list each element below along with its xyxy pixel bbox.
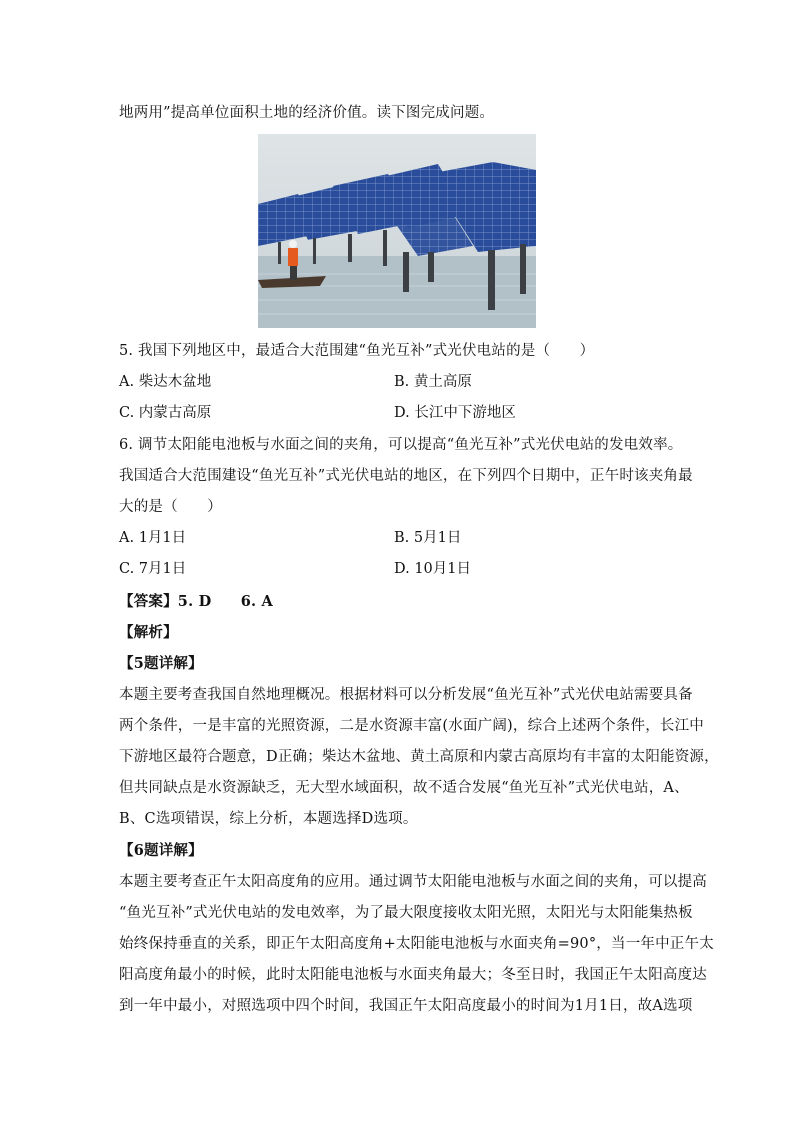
question-6-stem-line-2: 我国适合大范围建设“鱼光互补”式光伏电站的地区，在下列四个日期中，正午时该夹角最 bbox=[119, 468, 693, 484]
detail-5-line-1: 本题主要考查我国自然地理概况。根据材料可以分析发展“鱼光互补”式光伏电站需要具备 bbox=[119, 687, 693, 703]
detail-6-heading: 【6题详解】 bbox=[119, 842, 203, 859]
q6-option-b: B. 5月1日 bbox=[394, 530, 462, 546]
q5-option-a: A. 柴达木盆地 bbox=[119, 374, 212, 390]
solar-farm-photo bbox=[258, 134, 536, 328]
detail-5-heading: 【5题详解】 bbox=[119, 655, 203, 672]
q6-option-d: D. 10月1日 bbox=[394, 561, 472, 577]
detail-6-line-1: 本题主要考查正午太阳高度角的应用。通过调节太阳能电池板与水面之间的夹角，可以提高 bbox=[119, 874, 707, 890]
question-5-stem: 5. 我国下列地区中，最适合大范围建“鱼光互补”式光伏电站的是（ ） bbox=[119, 343, 595, 359]
answer-line: 【答案】5. D 6. A bbox=[119, 593, 273, 610]
question-6-stem-line-3: 大的是（ ） bbox=[119, 499, 222, 515]
detail-6-line-2: “鱼光互补”式光伏电站的发电效率，为了最大限度接收太阳光照，太阳光与太阳能集热板 bbox=[119, 905, 693, 921]
q5-option-c: C. 内蒙古高原 bbox=[119, 405, 212, 421]
detail-5-line-4: 但共同缺点是水资源缺乏，无大型水域面积，故不适合发展“鱼光互补”式光伏电站，A、 bbox=[119, 780, 689, 796]
q5-option-b: B. 黄土高原 bbox=[394, 374, 472, 390]
q6-option-c: C. 7月1日 bbox=[119, 561, 187, 577]
analysis-heading: 【解析】 bbox=[119, 624, 178, 641]
detail-6-line-5: 到一年中最小，对照选项中四个时间，我国正午太阳高度最小的时间为1月1日，故A选项 bbox=[119, 998, 693, 1014]
detail-5-line-5: B、C选项错误，综上分析，本题选择D选项。 bbox=[119, 811, 418, 827]
intro-line: 地两用”提高单位面积土地的经济价值。读下图完成问题。 bbox=[119, 105, 495, 121]
detail-5-line-3: 下游地区最符合题意，D正确；柴达木盆地、黄土高原和内蒙古高原均有丰富的太阳能资源， bbox=[119, 749, 719, 765]
q5-option-d: D. 长江中下游地区 bbox=[394, 405, 516, 421]
question-6-stem-line-1: 6. 调节太阳能电池板与水面之间的夹角，可以提高“鱼光互补”式光伏电站的发电效率。 bbox=[119, 437, 683, 453]
detail-6-line-3: 始终保持垂直的关系，即正午太阳高度角+太阳能电池板与水面夹角=90°，当一年中正午太 bbox=[119, 936, 714, 952]
detail-6-line-4: 阳高度角最小的时候，此时太阳能电池板与水面夹角最大；冬至日时，我国正午太阳高度达 bbox=[119, 967, 707, 983]
detail-5-line-2: 两个条件，一是丰富的光照资源，二是水资源丰富(水面广阔)，综合上述两个条件，长江中 bbox=[119, 718, 705, 734]
q6-option-a: A. 1月1日 bbox=[119, 530, 187, 546]
solar-panels-on-water-image bbox=[258, 134, 536, 328]
